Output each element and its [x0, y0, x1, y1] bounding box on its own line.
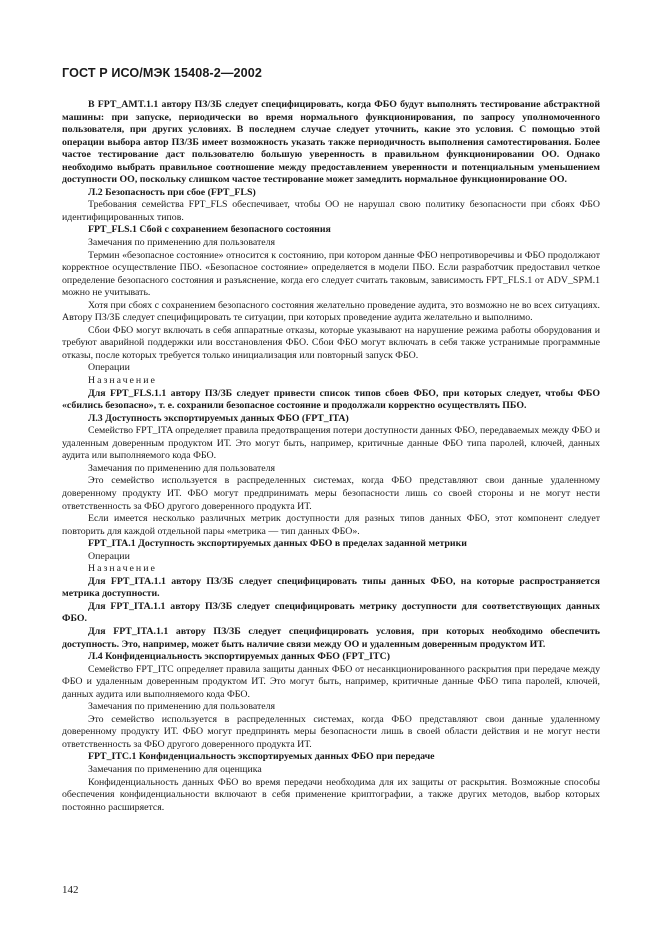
section-heading: Л.4 Конфиденциальность экспортируемых данных ФБО (FPT_ITC)	[88, 651, 390, 663]
page-number: 142	[62, 884, 79, 896]
operations-label: Операции	[88, 550, 130, 562]
paragraph: Конфиденциальность данных ФБО во время передачи необходима для их защиты от раскрытия. Возможные способы обеспечения конфиденциальности включают в себя применение криптографии, а также других методов, выбор которых постоянно расширяется.	[62, 776, 600, 813]
assignment-label: Назначение	[88, 375, 157, 387]
paragraph: Требования семейства FPT_FLS обеспечивает, чтобы ОО не нарушал свою политику безопасности при сбоях ФБО идентифицированных типов.	[62, 199, 600, 223]
note-heading: Замечания по применению для пользователя	[88, 237, 276, 249]
assignment-label: Назначение	[88, 563, 157, 575]
paragraph: Термин «безопасное состояние» относится к состоянию, при котором данные ФБО непротиворечивы и ФБО продолжают корректное осуществление ПБО. «Безопасное состояние» определяется в модели ПБО. Если разработчик предоставил четкое определение безопасного состояния и разъяснение, когда его следует считать таковым, зависимость FPT_FLS.1 от ADV_SPM.1 можно не учитывать.	[62, 249, 600, 299]
paragraph: Это семейство используется в распределенных системах, когда ФБО представляют свои данные удаленному доверенному продукту ИТ. ФБО могут предпринимать меры безопасности лишь со своей стороны и не могут нести ответственность за ФБО другого доверенного продукта ИТ.	[62, 475, 600, 512]
paragraph: Это семейство используется в распределенных системах, когда ФБО представляют свои данные удаленному доверенному продукту ИТ. ФБО могут предпринять меры безопасности лишь в своей области действия и не могут нести ответственность за ФБО другого доверенного продукта ИТ.	[62, 713, 600, 750]
note-heading: Замечания по применению для пользователя	[88, 462, 276, 474]
paragraph: Хотя при сбоях с сохранением безопасного состояния желательно проведение аудита, это возможно не во всех ситуациях. Автору ПЗ/ЗБ следует специфицировать те ситуации, при которых проведение аудита желательно и выполнимо.	[62, 299, 600, 324]
component-heading: FPT_ITA.1 Доступность экспортируемых данных ФБО в пределах заданной метрики	[88, 538, 467, 550]
paragraph: Семейство FPT_ITC определяет правила защиты данных ФБО от несанкционированного раскрытия при передаче между ФБО и удаленным доверенным продуктом ИТ. Это могут быть, например, критичные данные ФБО типа паролей, ключей, данных аудита или выполняемого кода ФБО.	[62, 663, 600, 700]
component-heading: FPT_FLS.1 Сбой с сохранением безопасного состояния	[88, 224, 331, 236]
paragraph: Для FPT_ITA.1.1 автору ПЗ/ЗБ следует специфицировать типы данных ФБО, на которые распространяется метрика доступности.	[62, 575, 600, 600]
paragraph: Для FPT_ITA.1.1 автору ПЗ/ЗБ следует специфицировать метрику доступности для соответствующих данных ФБО.	[62, 600, 600, 625]
operations-label: Операции	[88, 362, 130, 374]
paragraph: Для FPT_FLS.1.1 автору ПЗ/ЗБ следует привести список типов сбоев ФБО, при которых следует, чтобы ФБО «сбились безопасно», т. е. сохранили безопасное состояние и продолжали корректно осуществлять ПБО.	[62, 387, 600, 412]
paragraph: Для FPT_ITA.1.1 автору ПЗ/ЗБ следует специфицировать условия, при которых необходимо обеспечить доступность. Это, например, может быть наличие связи между ОО и удаленным доверенным продуктом ИТ.	[62, 625, 600, 650]
note-heading: Замечания по применению для пользователя	[88, 701, 276, 713]
document-body	[62, 99, 600, 814]
note-heading: Замечания по применению для оценщика	[88, 763, 262, 775]
paragraph: Если имеется несколько различных метрик доступности для разных типов данных ФБО, этот компонент следует повторить для каждой отдельной пары «метрика — тип данных ФБО».	[62, 513, 600, 537]
paragraph: Семейство FPT_ITA определяет правила предотвращения потери доступности данных ФБО, передаваемых между ФБО и удаленным доверенным продуктом ИТ. Это могут быть, например, критичные данные ФБО типа паролей, ключей, данных аудита или выполняемого кода ФБО.	[62, 425, 600, 462]
paragraph: В FPT_AMT.1.1 автору ПЗ/ЗБ следует специфицировать, когда ФБО будут выполнять тестирование абстрактной машины: при запуске, периодически во время нормального функционирования, по запросу уполномоченного пользователя, при других условиях. В последнем случае следует уточнить, какие это условия. С помощью этой операции выбора автор ПЗ/ЗБ имеет возможность указать также периодичность выполнения самотестирования. Более частое тестирование даст пользователю большую уверенность в правильном функционировании ОО. Однако необходимо выбрать правильное соотношение между предоставлением уверенности и потенциальным уменьшением доступности ОО, поскольку слишком частое тестирование может замедлить нормальное функционирование ОО.	[62, 99, 600, 186]
paragraph: Сбои ФБО могут включать в себя аппаратные отказы, которые указывают на нарушение режима работы оборудования и требуют аварийной поддержки или восстановления ФБО. Сбои ФБО могут включать в себя также устранимые программные отказы, после которых требуется только инициализация или повторный запуск ФБО.	[62, 324, 600, 361]
document-header: ГОСТ Р ИСО/МЭК 15408-2—2002	[62, 66, 262, 80]
section-heading: Л.3 Доступность экспортируемых данных ФБО (FPT_ITA)	[88, 412, 349, 424]
component-heading: FPT_ITC.1 Конфиденциальность экспортируемых данных ФБО при передаче	[88, 751, 435, 763]
section-heading: Л.2 Безопасность при сбое (FPT_FLS)	[88, 186, 256, 198]
